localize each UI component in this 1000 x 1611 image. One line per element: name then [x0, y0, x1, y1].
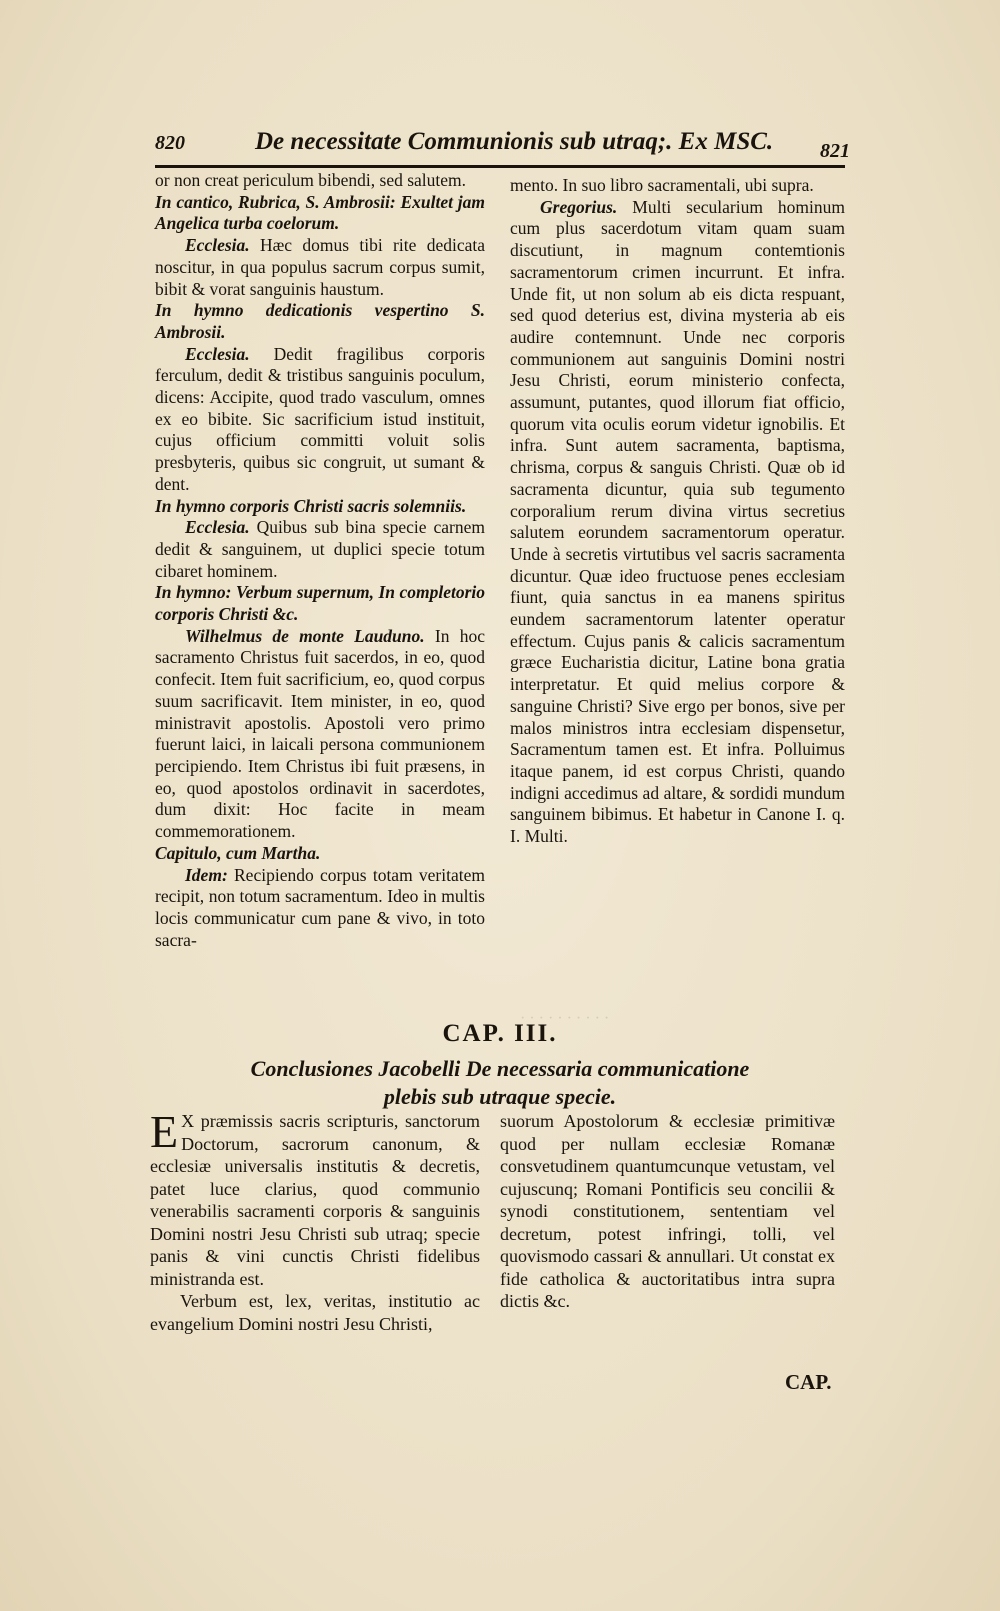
paragraph: or non creat periculum bibendi, sed salutem.	[155, 170, 467, 190]
paragraph: Ecclesia. Quibus sub bina specie carnem dedit & sanguinem, ut duplici specie totum cibaret hominem.	[155, 517, 485, 581]
chapter-left-column	[150, 1106, 480, 1335]
chapter-subtitle-line-1: Conclusiones Jacobelli De necessaria communicatione	[250, 1056, 750, 1081]
left-page-number: 820	[155, 132, 185, 154]
right-page-number: 821	[820, 140, 850, 162]
chapter-right-column	[500, 1110, 835, 1313]
drop-cap: E	[150, 1106, 179, 1157]
paragraph: Capitulo, cum Martha.	[155, 842, 321, 863]
paragraph: In hymno corporis Christi sacris solemniis.	[155, 495, 467, 516]
left-column	[155, 170, 485, 951]
header-rule	[155, 165, 845, 168]
paragraph: Idem: Recipiendo corpus totam veritatem recipit, non totum sacramentum. Ideo in multis locis communicatur cum pane & vivo, in toto sacra-	[155, 864, 485, 950]
paragraph: In hymno: Verbum supernum, In completorio corporis Christi &c.	[155, 582, 485, 625]
paragraph: Ecclesia. Dedit fragilibus corporis ferculum, dedit & tristibus sanguinis poculum, dicens: Accipite, quod trado vasculum, omnes ex eo bibite. Sic sacrificium istud instituit, cujus officium committi voluit solis presbyteris, quibus sic congruit, ut sumant & dent.	[155, 343, 485, 494]
right-column	[510, 175, 845, 848]
show-through-text: · · · · · · · · · ·	[520, 1010, 610, 1027]
paragraph: suorum Apostolorum & ecclesiæ primitivæ quod per nullam ecclesiæ Romanæ consvetudinem quantumcunque vetustam, vel cujuscunq; Romani Pontificis seu concilii & synodi constitutionem, sententiam vel decretum, potest infringi, tolli, vel quovismodo cassari & annullari. Ut constat ex fide catholica & auctoritatibus intra supra dictis &c.	[500, 1111, 835, 1311]
running-header	[155, 126, 850, 166]
catchword: CAP.	[785, 1370, 832, 1394]
running-title: De necessitate Communionis sub utraq;. Ex MSC.	[255, 128, 774, 155]
paragraph: Verbum est, lex, veritas, institutio ac evangelium Domini nostri Jesu Christi,	[150, 1291, 480, 1334]
paragraph: Gregorius. Multi secularium hominum cum plus sacerdotum vitam quam suam discutiunt, in magnum contemtionis sacramentorum crimen incurrunt. Et infra. Unde fit, ut non solum ab eis dicta respuant, sed quod deterius est, divina mysteria ab eis audire contemnunt. Unde nec corporis communionem aut sanguinis Domini nostri Jesu Christi, eorum ministerio confecta, assumunt, putantes, quod illorum fiat officio, quorum vita oculis eorum videtur ignobilis. Et infra. Sunt autem sacramenta, baptisma, chrisma, corpus & sanguis Christi. Quæ ob id sacramenta dicuntur, quia sub tegumento corporalium rerum divina virtus secretius salutem eorundem sacramentorum operatur. Unde à secretis virtutibus vel sacris sacramenta dicuntur. Quæ ideo fructuose penes ecclesiam fiunt, quia sanctus in ea manens spiritus eundem sacramentorum latenter operatur effectum. Cujus panis & calicis sacramentum græce Eucharistia dicitur, Latine bona gratia interpretatur. Et quid melius corpore & sanguine Christi? Sive ergo per bonos, sive per malos ministros intra ecclesiam dispensetur, Sacramentum tamen est. Et infra. Polluimus itaque panem, id est corpus Christi, quando indigni accedimus ad altare, & sordidi mundum sanguinem bibimus. Et habetur in Canone I. q. I. Multi.	[510, 196, 845, 847]
paragraph: In hymno dedicationis vespertino S. Ambrosii.	[155, 300, 485, 342]
paragraph: mento. In suo libro sacramentali, ubi supra.	[510, 175, 814, 195]
chapter-heading: CAP. III.	[442, 1020, 558, 1047]
paragraph: In cantico, Rubrica, S. Ambrosii: Exultet jam Angelica turba coelorum.	[155, 191, 485, 234]
paragraph: Ecclesia. Hæc domus tibi rite dedicata noscitur, in qua populus sacrum corpus sumit, bibit & vorat sanguinis haustum.	[155, 235, 485, 299]
chapter-subtitle-line-2: plebis sub utraque specie.	[383, 1084, 617, 1109]
paragraph: E X præmissis sacris scripturis, sanctorum Doctorum, sacrorum canonum, & ecclesiæ universalis institutis & decretis, patet luce clarius, quod communio venerabilis sacramenti corporis & sanguinis Domini nostri Jesu Christi sub utraq; specie panis & vini cunctis Christi fidelibus ministranda est.	[150, 1106, 480, 1289]
paragraph: Wilhelmus de monte Lauduno. In hoc sacramento Christus fuit sacerdos, in eo, quod confecit. Item fuit sacrificium, eo, quod corpus suum sacrificavit. Item minister, in eo, quod ministravit apostolis. Apostoli vero primo fuerunt laici, in laicali persona communionem percipiendo. Item Christus ibi fuit præsens, in eo, quod apostolos ordinavit in sacerdotes, dum dixit: Hoc facite in meam commemorationem.	[155, 625, 485, 842]
